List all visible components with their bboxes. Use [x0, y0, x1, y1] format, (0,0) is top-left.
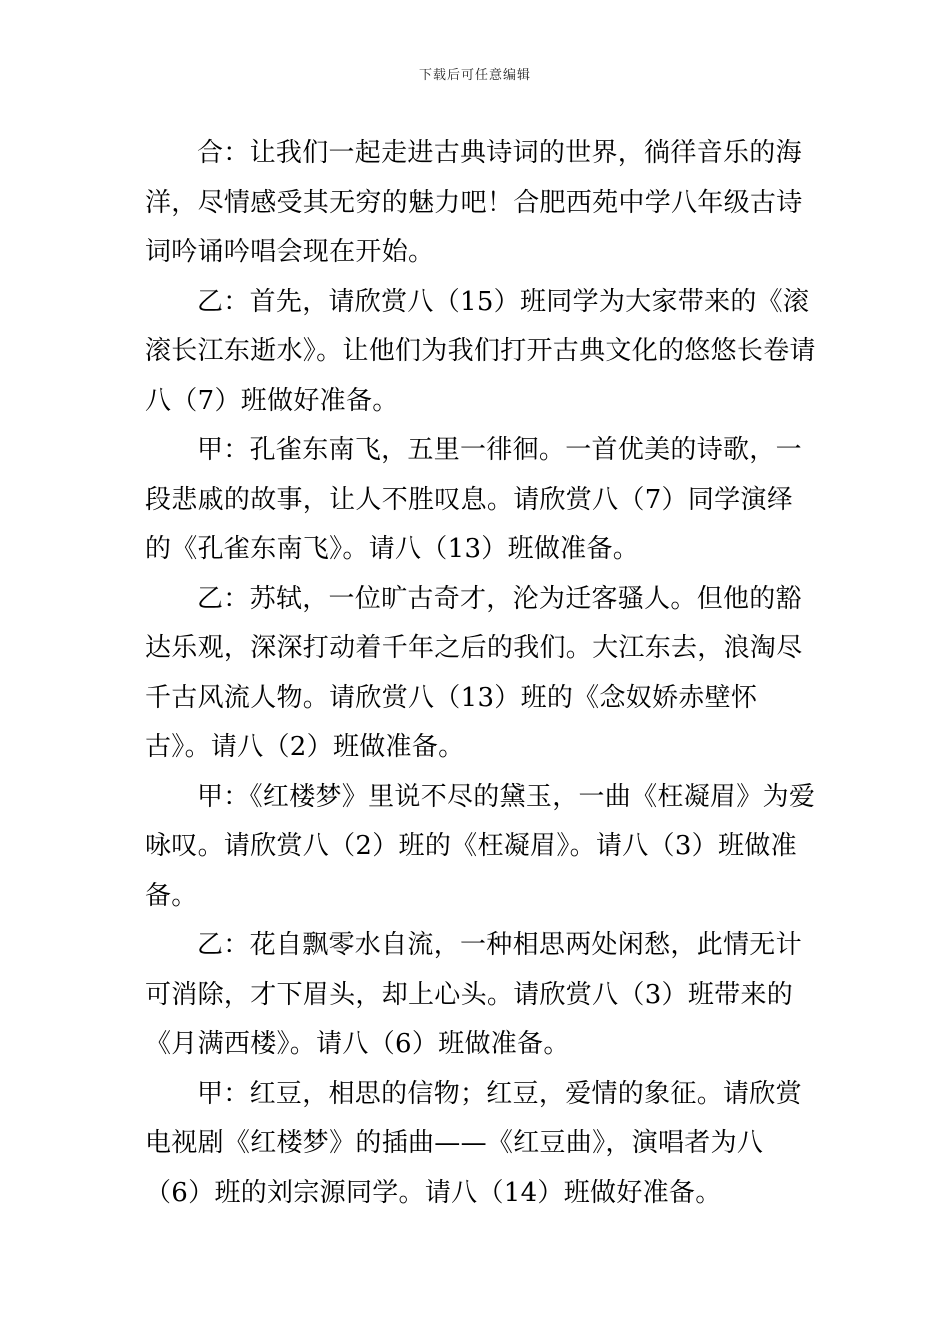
paragraph-intro-class-6: 甲：红豆，相思的信物；红豆，爱情的象征。请欣赏电视剧《红楼梦》的插曲——《红豆曲》，演唱者为八（6）班的刘宗源同学。请八（14）班做好准备。	[145, 1078, 802, 1208]
header-note: 下载后可任意编辑	[418, 68, 531, 83]
paragraph-intro-class-15: 乙：首先，请欣赏八（15）班同学为大家带来的《滚滚长江东逝水》。让他们为我们打开古典文化的悠悠长卷请八（7）班做好准备。	[145, 286, 816, 416]
paragraph-intro-class-2: 甲：《红楼梦》里说不尽的黛玉，一曲《枉凝眉》为爱咏叹。请欣赏八（2）班的《枉凝眉》。请八（3）班做准备。	[145, 781, 816, 911]
document-body	[145, 129, 817, 1218]
paragraph-intro-class-13: 乙：苏轼，一位旷古奇才，沦为迁客骚人。但他的豁达乐观，深深打动着千年之后的我们。大江东去，浪淘尽千古风流人物。请欣赏八（13）班的《念奴娇赤壁怀古》。请八（2）班做准备。	[145, 583, 803, 762]
paragraph-intro-class-7: 甲：孔雀东南飞，五里一徘徊。一首优美的诗歌，一段悲戚的故事，让人不胜叹息。请欣赏八（7）同学演绎的《孔雀东南飞》。请八（13）班做准备。	[145, 435, 802, 564]
paragraph-intro-class-3: 乙：花自飘零水自流，一种相思两处闲愁，此情无计可消除，才下眉头，却上心头。请欣赏八（3）班带来的《月满西楼》。请八（6）班做准备。	[145, 930, 802, 1059]
paragraph-opening: 合：让我们一起走进古典诗词的世界，徜徉音乐的海洋，尽情感受其无穷的魅力吧！合肥西苑中学八年级古诗词吟诵吟唱会现在开始。	[145, 138, 803, 267]
